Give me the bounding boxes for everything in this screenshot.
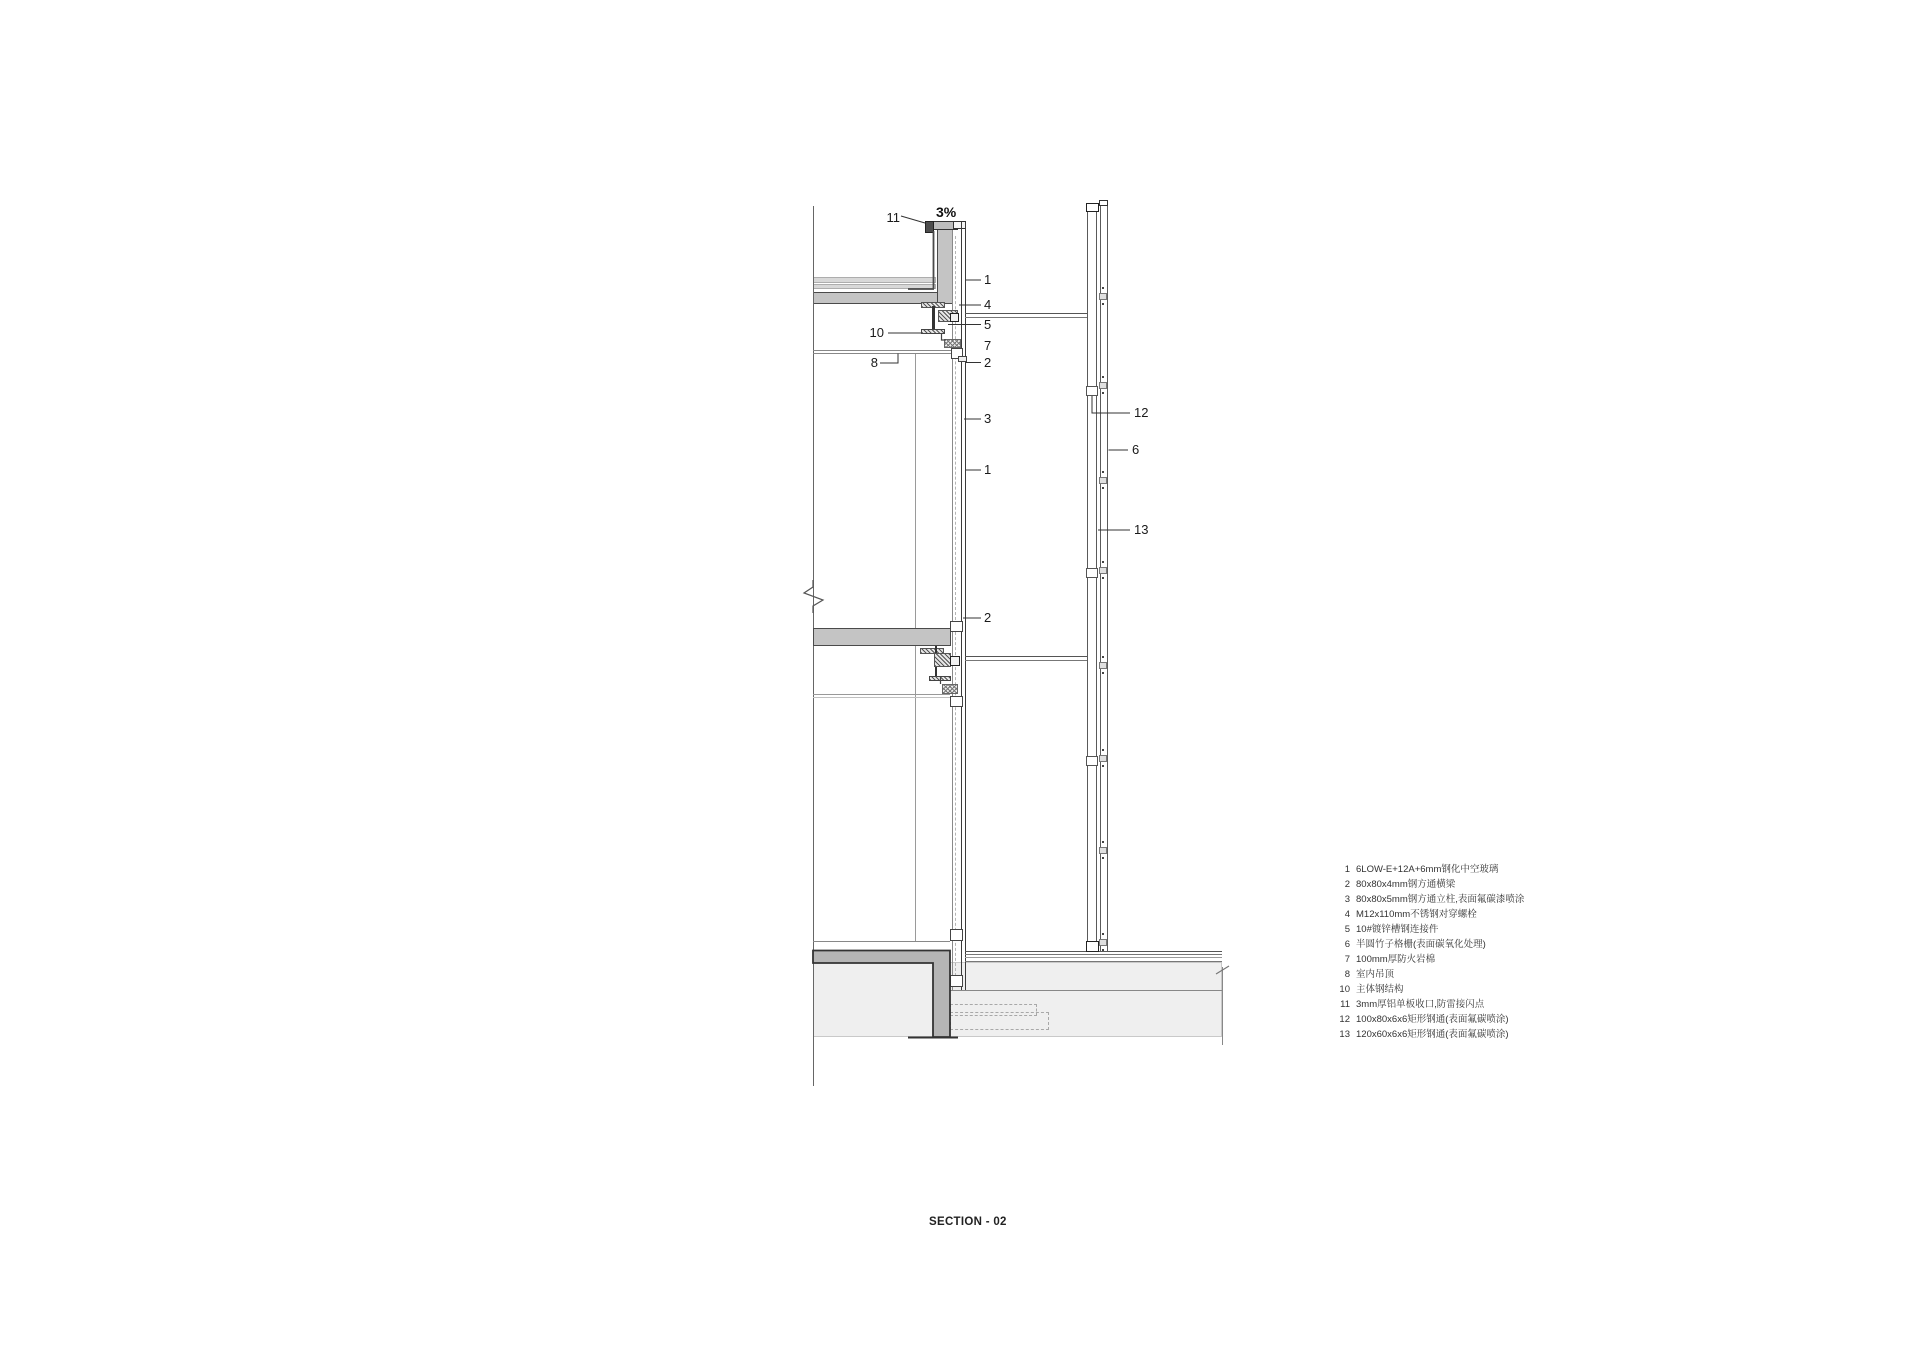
grille-connector-dot [1102, 933, 1104, 935]
legend-row [1337, 952, 1524, 967]
callout-12: 12 [1134, 405, 1149, 420]
callout-6: 6 [1132, 442, 1140, 457]
floor-slab [813, 628, 951, 646]
callout-11: 11 [886, 210, 900, 225]
parapet-cap-end-dam [925, 221, 934, 233]
legend-item-text: M12x110mm不锈钢对穿螺栓 [1356, 909, 1477, 920]
callout-10: 10 [869, 325, 884, 340]
legend-row [1337, 1012, 1524, 1027]
legend-item-text: 80x80x4mm钢方通横梁 [1356, 879, 1456, 890]
grille-connector-dot [1102, 765, 1104, 767]
base-connector-upper [950, 929, 963, 941]
grille-connector [1099, 293, 1107, 300]
head-transom-cover [958, 356, 967, 362]
curtain-wall-glass-line-outer [961, 222, 962, 990]
transom-mid-1 [965, 656, 1087, 657]
ceiling-line-upper-1 [813, 350, 951, 351]
grille-connector [1099, 662, 1107, 669]
legend-item-number: 2 [1344, 879, 1350, 890]
ceiling-line-lower-1 [813, 694, 950, 695]
anchor-foot-mid [929, 676, 951, 681]
legend-item-number: 4 [1344, 909, 1350, 920]
legend-item-text: 80x80x5mm钢方通立柱,表面氟碳漆喷涂 [1356, 894, 1525, 905]
roof-layer-strip-1 [813, 277, 936, 283]
grille-connector-dot [1102, 392, 1104, 394]
slab-right-edge-line [1222, 967, 1223, 1045]
legend-item-number: 5 [1344, 924, 1350, 935]
curtain-wall-glass-line-inner [965, 222, 966, 990]
tube-splice-joint [1086, 756, 1098, 766]
legend-row [1337, 982, 1524, 997]
legend-item-text: 100x80x6x6矩形钢通(表面氟碳喷涂) [1356, 1014, 1509, 1025]
tube-splice-joint [1086, 386, 1098, 396]
floor-finish-line [813, 941, 950, 942]
steel-tube-bottom-cap [1086, 941, 1099, 952]
base-connector-lower [950, 975, 963, 987]
legend-item-number: 3 [1344, 894, 1350, 905]
legend [1337, 862, 1524, 1042]
hidden-beam-dashed-2 [950, 1012, 1049, 1030]
interior-wall-line [813, 206, 814, 1086]
transom-mid-2 [965, 660, 1087, 661]
legend-item-text: 100mm厚防火岩棉 [1356, 954, 1436, 965]
grille-connector [1099, 382, 1107, 389]
callout-2-top: 2 [984, 355, 992, 370]
callout-4: 4 [984, 297, 992, 312]
legend-item-text: 主体钢结构 [1356, 984, 1404, 995]
callout-13: 13 [1134, 522, 1149, 537]
legend-item-text: 3mm厚铝单板收口,防雷接闪点 [1356, 999, 1485, 1010]
steel-tube-top-cap [1086, 203, 1099, 212]
anchor-foot-top [921, 329, 945, 334]
legend-item-number: 12 [1339, 1014, 1350, 1025]
legend-row [1337, 862, 1524, 877]
grille-connector [1099, 755, 1107, 762]
grille-connector-dot [1102, 949, 1104, 951]
grille-connector-dot [1102, 303, 1104, 305]
legend-item-text: 半圆竹子格栅(表面碳氧化处理) [1356, 939, 1486, 950]
legend-item-text: 120x60x6x6矩形钢通(表面氟碳喷涂) [1356, 1029, 1509, 1040]
grille-connector [1099, 847, 1107, 854]
legend-item-number: 6 [1344, 939, 1350, 950]
tube-splice-joint [1086, 568, 1098, 578]
grille-connector [1099, 939, 1107, 946]
base-band-line-2 [965, 954, 1222, 955]
channel-connector-mid [934, 653, 951, 667]
slope-label: 3% [936, 204, 957, 220]
grille-connector-dot [1102, 561, 1104, 563]
section-title: SECTION - 02 [929, 1216, 1007, 1228]
legend-item-text: 6LOW-E+12A+6mm钢化中空玻璃 [1356, 864, 1499, 875]
legend-row [1337, 1027, 1524, 1042]
rockwool-block-mid [942, 684, 958, 694]
callout-8: 8 [870, 355, 878, 370]
bolt-top [950, 313, 959, 322]
grille-connector [1099, 477, 1107, 484]
grille-connector-dot [1102, 376, 1104, 378]
ceiling-line-lower-2 [813, 697, 950, 698]
callout-5: 5 [984, 317, 992, 332]
grille-connector-dot [1102, 287, 1104, 289]
base-band-line-3 [965, 957, 1222, 958]
rockwool-block-top [944, 339, 961, 348]
legend-row [1337, 997, 1524, 1012]
ceiling-line-upper-2 [813, 353, 951, 354]
callout-1-top: 1 [984, 272, 992, 287]
slab-top-line [950, 990, 1222, 991]
legend-item-number: 13 [1339, 1029, 1350, 1040]
grille-connector-dot [1102, 841, 1104, 843]
callout-1-lower: 1 [984, 462, 992, 477]
bolt-mid [950, 656, 960, 666]
steel-tube-column [1087, 204, 1097, 952]
legend-row [1337, 892, 1524, 907]
callout-3: 3 [984, 411, 992, 426]
grille-connector-dot [1102, 487, 1104, 489]
legend-item-number: 1 [1344, 864, 1350, 875]
callout-7: 7 [984, 338, 992, 353]
grille-top-cap [1099, 200, 1108, 206]
mid-transom-connector-upper [950, 621, 963, 632]
legend-item-number: 8 [1344, 969, 1350, 980]
mid-transom-connector-lower [950, 696, 963, 707]
callout-2-mid: 2 [984, 610, 992, 625]
roof-layer-strip-2 [813, 284, 936, 289]
interior-partition-line [915, 353, 916, 941]
legend-row [1337, 937, 1524, 952]
base-band-line-4 [965, 961, 1222, 962]
parapet-leg [937, 226, 953, 304]
legend-item-text: 10#镀锌槽钢连接件 [1356, 924, 1439, 935]
legend-item-number: 7 [1344, 954, 1350, 965]
grille-connector-dot [1102, 471, 1104, 473]
grille-connector-dot [1102, 749, 1104, 751]
transom-top-1 [965, 313, 1087, 314]
legend-item-number: 11 [1340, 999, 1350, 1010]
legend-row [1337, 922, 1524, 937]
grille-connector-dot [1102, 577, 1104, 579]
legend-row [1337, 877, 1524, 892]
grille-connector-dot [1102, 672, 1104, 674]
grille-connector [1099, 567, 1107, 574]
grille-connector-dot [1102, 656, 1104, 658]
legend-item-number: 10 [1339, 984, 1350, 995]
legend-row [1337, 907, 1524, 922]
legend-item-text: 室内吊顶 [1356, 969, 1395, 980]
grille-connector-dot [1102, 857, 1104, 859]
legend-row [1337, 967, 1524, 982]
